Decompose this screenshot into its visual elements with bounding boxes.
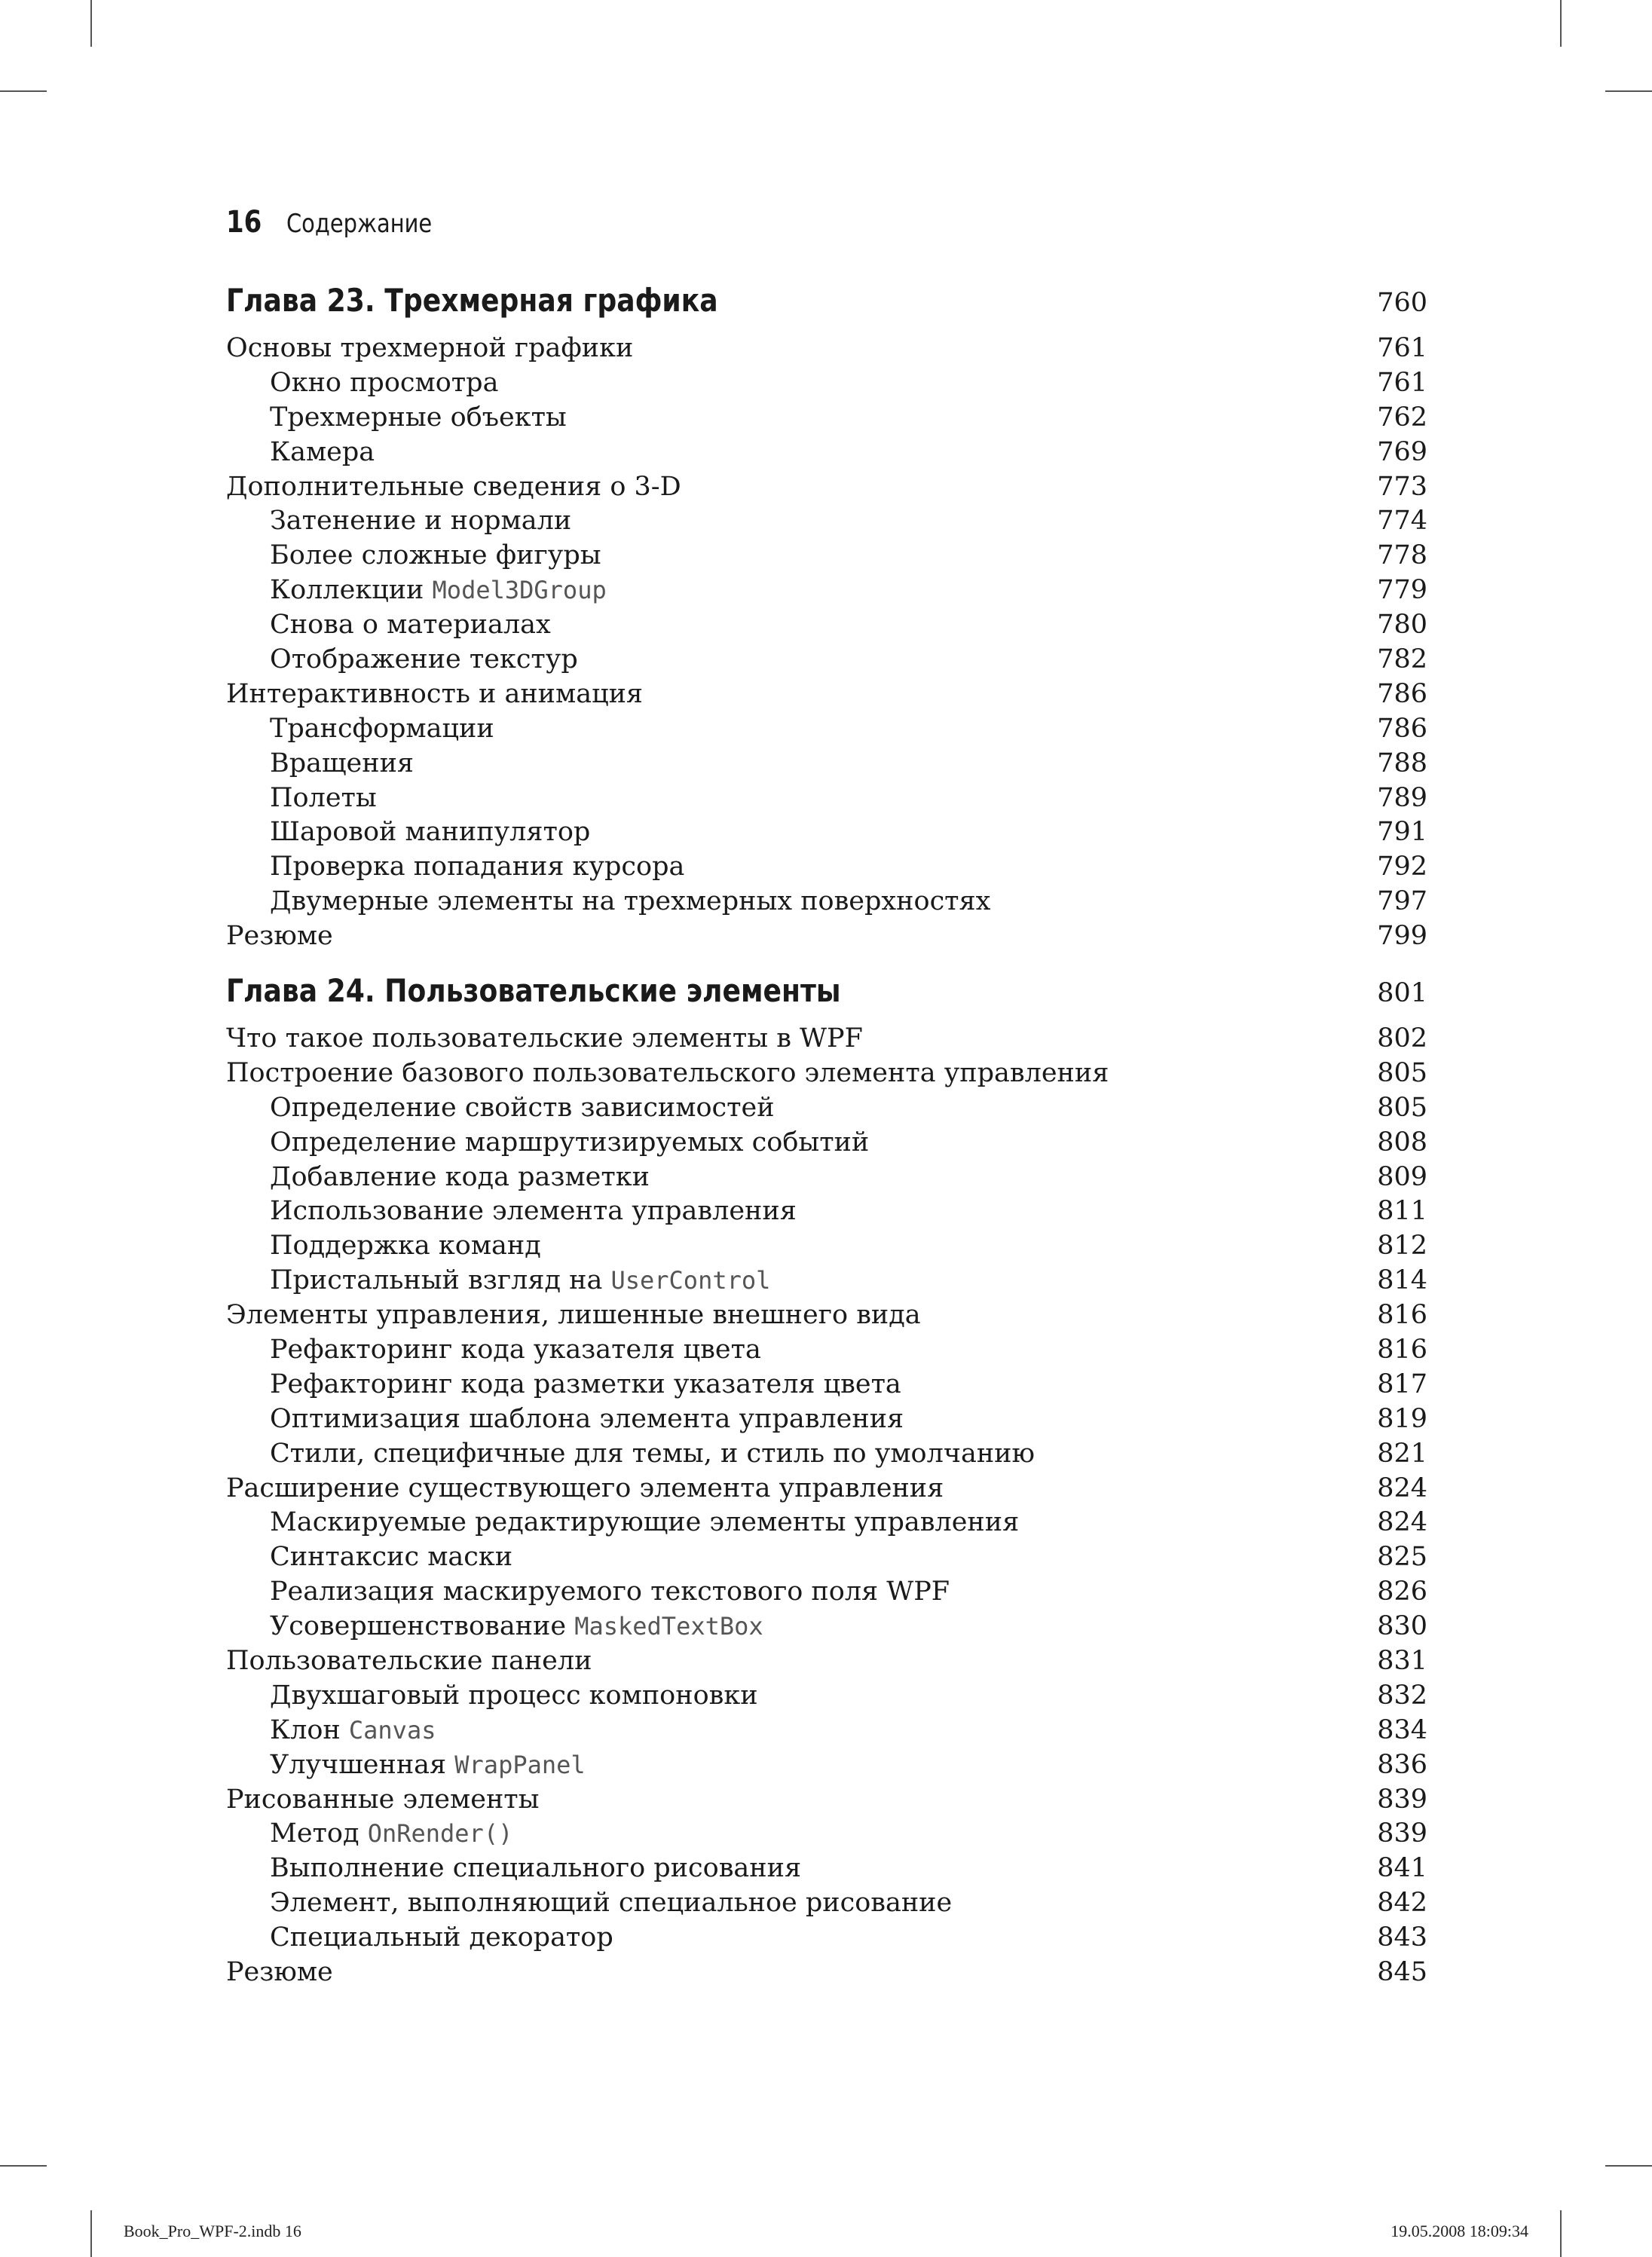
entry-text: Оптимизация шаблона элемента управления [270,1403,904,1434]
entry-text: Камера [270,436,375,467]
entry-text: Стили, специфичные для темы, и стиль по умолчанию [270,1438,1035,1469]
entry-page: 805 [1377,1092,1427,1123]
entry-title [270,1368,901,1402]
toc-entry[interactable] [226,1194,1427,1229]
crop-mark [0,2165,47,2167]
entry-page: 778 [1377,540,1427,571]
entry-page: 831 [1377,1646,1427,1677]
entry-page: 769 [1377,436,1427,467]
entry-page: 819 [1377,1403,1427,1434]
entry-page: 799 [1377,921,1427,952]
crop-mark [90,0,92,47]
entry-title [270,781,377,816]
entry-title [270,1817,512,1852]
toc-entry-list [226,1022,1427,1990]
entry-title [270,436,375,470]
entry-text: Использование элемента управления [270,1196,797,1227]
entry-title [270,366,498,401]
toc-entry[interactable] [226,1472,1427,1506]
toc-entry[interactable] [226,919,1427,954]
chapter-heading[interactable] [226,282,1427,332]
entry-code: Canvas [348,1715,436,1745]
entry-page: 797 [1377,886,1427,917]
entry-text: Построение базового пользовательского элемента управления [226,1057,1109,1088]
chapter-title: Глава 23. Трехмерная графика [226,282,718,319]
toc-entry[interactable] [226,1298,1427,1333]
entry-page: 805 [1377,1057,1427,1088]
entry-title [270,815,590,850]
entry-title [270,1506,1019,1540]
entry-text: Двухшаговый процесс компоновки [270,1680,758,1711]
toc-entry[interactable] [226,815,1427,850]
entry-page: 792 [1377,852,1427,882]
entry-text: Шаровой манипулятор [270,817,591,848]
entry-page: 811 [1377,1196,1427,1227]
chapter-title: Глава 24. Пользовательские элементы [226,972,841,1009]
entry-title [270,1748,586,1783]
entry-code: MaskedTextBox [574,1612,763,1641]
entry-page: 780 [1377,610,1427,641]
entry-text: Синтаксис маски [270,1542,513,1573]
crop-mark [0,90,47,92]
chapter-heading[interactable] [226,972,1427,1022]
entry-title [270,1852,801,1886]
entry-title [270,1229,541,1264]
entry-title [270,573,607,608]
entry-page: 836 [1377,1749,1427,1780]
entry-page: 834 [1377,1714,1427,1745]
entry-title [270,1126,869,1161]
entry-text: Рефакторинг кода указателя цвета [270,1335,761,1366]
entry-text: Интерактивность и анимация [226,678,643,709]
toc-entry[interactable] [226,1022,1427,1057]
entry-title [270,1402,904,1437]
toc-entry[interactable] [226,1714,1427,1748]
entry-title [226,1956,333,1990]
entry-page: 825 [1377,1542,1427,1573]
entry-page: 802 [1377,1023,1427,1054]
toc-entry[interactable] [226,1575,1427,1610]
entry-page: 826 [1377,1577,1427,1607]
entry-page: 761 [1377,333,1427,363]
toc-entry[interactable] [226,608,1427,643]
entry-title [270,504,571,539]
chapter-page: 801 [1377,978,1427,1008]
toc-entry[interactable] [226,1368,1427,1402]
entry-title [270,1610,763,1644]
entry-page: 791 [1377,817,1427,848]
toc-entry[interactable] [226,1852,1427,1886]
toc-entry[interactable] [226,1921,1427,1956]
toc-entry[interactable] [226,1886,1427,1921]
toc-entry[interactable] [226,885,1427,919]
entry-title [226,470,681,505]
toc-entry[interactable] [226,1126,1427,1161]
toc-entry[interactable] [226,1229,1427,1264]
entry-code: Model3DGroup [432,576,607,605]
entry-text: Снова о материалах [270,610,551,641]
entry-text: Улучшенная [270,1749,447,1780]
entry-title [270,1161,650,1195]
entry-text: Клон [270,1714,341,1745]
entry-title [226,1472,944,1506]
entry-page: 839 [1377,1818,1427,1849]
toc-entry[interactable] [226,781,1427,816]
toc-entry[interactable] [226,539,1427,573]
entry-page: 761 [1377,367,1427,398]
entry-title [226,1022,863,1057]
entry-title [270,1264,770,1298]
toc-entry[interactable] [226,436,1427,470]
entry-page: 762 [1377,402,1427,433]
toc-entry[interactable] [226,1817,1427,1852]
entry-page: 839 [1377,1784,1427,1815]
toc-entry[interactable] [226,573,1427,608]
running-title: Содержание [286,209,433,239]
toc-entry[interactable] [226,1161,1427,1195]
entry-title [270,1679,758,1714]
entry-text: Двумерные элементы на трехмерных поверхностях [270,886,991,917]
toc-entry[interactable] [226,1091,1427,1126]
entry-title [226,919,333,954]
toc-entry[interactable] [226,1506,1427,1540]
entry-page: 789 [1377,782,1427,813]
toc-entry[interactable] [226,470,1427,505]
entry-title [226,677,643,712]
toc-entry[interactable] [226,1748,1427,1783]
entry-text: Основы трехмерной графики [226,333,634,363]
entry-text: Специальный декоратор [270,1922,613,1953]
entry-page: 814 [1377,1265,1427,1296]
entry-page: 809 [1377,1161,1427,1192]
entry-title [226,1644,592,1679]
entry-text: Метод [270,1818,359,1849]
entry-text: Трехмерные объекты [270,402,567,433]
entry-text: Дополнительные сведения о 3-D [226,471,681,502]
toc-entry[interactable] [226,1402,1427,1437]
entry-text: Расширение существующего элемента управления [226,1473,944,1503]
crop-mark [90,2210,92,2257]
entry-title [226,332,633,366]
toc-entry[interactable] [226,643,1427,677]
entry-text: Определение свойств зависимостей [270,1092,775,1123]
entry-text: Рисованные элементы [226,1784,540,1815]
entry-text: Элемент, выполняющий специальное рисование [270,1888,953,1919]
entry-page: 841 [1377,1853,1427,1884]
entry-page: 817 [1377,1369,1427,1399]
running-head [226,205,457,250]
toc-entry[interactable] [226,850,1427,885]
entry-text: Окно просмотра [270,367,499,398]
entry-page: 821 [1377,1438,1427,1469]
entry-code: OnRender() [367,1819,513,1849]
toc-entry[interactable] [226,401,1427,436]
toc-entry[interactable] [226,332,1427,366]
entry-title [226,1298,921,1333]
page-number: 16 [226,205,262,240]
entry-text: Отображение текстур [270,644,578,675]
toc-entry[interactable] [226,1956,1427,1990]
entry-title [270,1091,775,1126]
toc-entry[interactable] [226,1264,1427,1298]
toc-entry[interactable] [226,1057,1427,1091]
entry-page: 832 [1377,1680,1427,1711]
entry-page: 779 [1377,575,1427,606]
entry-code: UserControl [610,1266,771,1295]
entry-text: Рефакторинг кода разметки указателя цвета [270,1369,901,1399]
entry-code: WrapPanel [454,1750,586,1779]
entry-text: Более сложные фигуры [270,540,601,571]
entry-title [270,1437,1035,1472]
entry-page: 845 [1377,1957,1427,1988]
entry-title [270,1714,436,1748]
entry-text: Пользовательские панели [226,1646,592,1677]
entry-title [270,885,990,919]
entry-text: Определение маршрутизируемых событий [270,1127,870,1158]
entry-text: Трансформации [270,713,494,744]
entry-page: 773 [1377,471,1427,502]
entry-page: 842 [1377,1888,1427,1919]
entry-text: Добавление кода разметки [270,1161,650,1192]
toc-entry-list [226,332,1427,954]
entry-title [270,643,578,677]
crop-mark [1560,0,1562,47]
entry-title [270,747,414,781]
entry-page: 786 [1377,678,1427,709]
toc-entry[interactable] [226,1437,1427,1472]
entry-page: 808 [1377,1127,1427,1158]
toc-chapter-24 [226,972,1427,1990]
toc-entry[interactable] [226,1540,1427,1575]
date-slug: 19.05.2008 18:09:34 [1390,2222,1528,2240]
entry-title [270,1886,952,1921]
entry-title [270,1194,797,1229]
entry-title [270,608,551,643]
entry-text: Поддержка команд [270,1231,541,1262]
crop-mark [1605,90,1652,92]
entry-text: Резюме [226,921,333,952]
toc-entry[interactable] [226,1679,1427,1714]
entry-text: Вращения [270,748,414,778]
entry-page: 782 [1377,644,1427,675]
entry-text: Пристальный взгляд на [270,1265,603,1296]
entry-title [270,539,601,573]
entry-text: Усовершенствование [270,1611,567,1642]
entry-text: Коллекции [270,575,424,606]
entry-title [270,401,567,436]
entry-page: 786 [1377,713,1427,744]
crop-mark [1560,2210,1562,2257]
entry-title [270,1540,512,1575]
entry-page: 774 [1377,506,1427,537]
entry-title [270,712,494,747]
toc-chapter-23 [226,282,1427,954]
entry-text: Элементы управления, лишенные внешнего вида [226,1300,921,1331]
entry-page: 816 [1377,1300,1427,1331]
entry-title [270,1575,950,1610]
chapter-page: 760 [1377,288,1427,318]
entry-title [226,1783,540,1818]
entry-title [270,1921,613,1956]
entry-page: 843 [1377,1922,1427,1953]
entry-page: 824 [1377,1507,1427,1538]
crop-mark [1605,2165,1652,2167]
entry-title [270,850,684,885]
toc-entry[interactable] [226,504,1427,539]
toc-entry[interactable] [226,1333,1427,1368]
toc-entry[interactable] [226,677,1427,712]
toc-entry[interactable] [226,1644,1427,1679]
entry-text: Выполнение специального рисования [270,1853,802,1884]
file-slug: Book_Pro_WPF-2.indb 16 [124,2222,301,2240]
entry-text: Полеты [270,782,377,813]
toc-entry[interactable] [226,712,1427,747]
entry-title [270,1333,761,1368]
entry-text: Реализация маскируемого текстового поля WPF [270,1577,950,1607]
entry-text: Что такое пользовательские элементы в WPF [226,1023,863,1054]
entry-page: 816 [1377,1335,1427,1366]
entry-page: 824 [1377,1473,1427,1503]
entry-text: Проверка попадания курсора [270,852,685,882]
entry-page: 812 [1377,1231,1427,1262]
entry-text: Резюме [226,1957,333,1988]
toc-entry[interactable] [226,1783,1427,1818]
entry-text: Затенение и нормали [270,506,572,537]
toc-entry[interactable] [226,1610,1427,1644]
entry-text: Маскируемые редактирующие элементы управления [270,1507,1020,1538]
toc-entry[interactable] [226,366,1427,401]
toc-entry[interactable] [226,747,1427,781]
entry-page: 830 [1377,1611,1427,1642]
entry-title [226,1057,1109,1091]
entry-page: 788 [1377,748,1427,778]
